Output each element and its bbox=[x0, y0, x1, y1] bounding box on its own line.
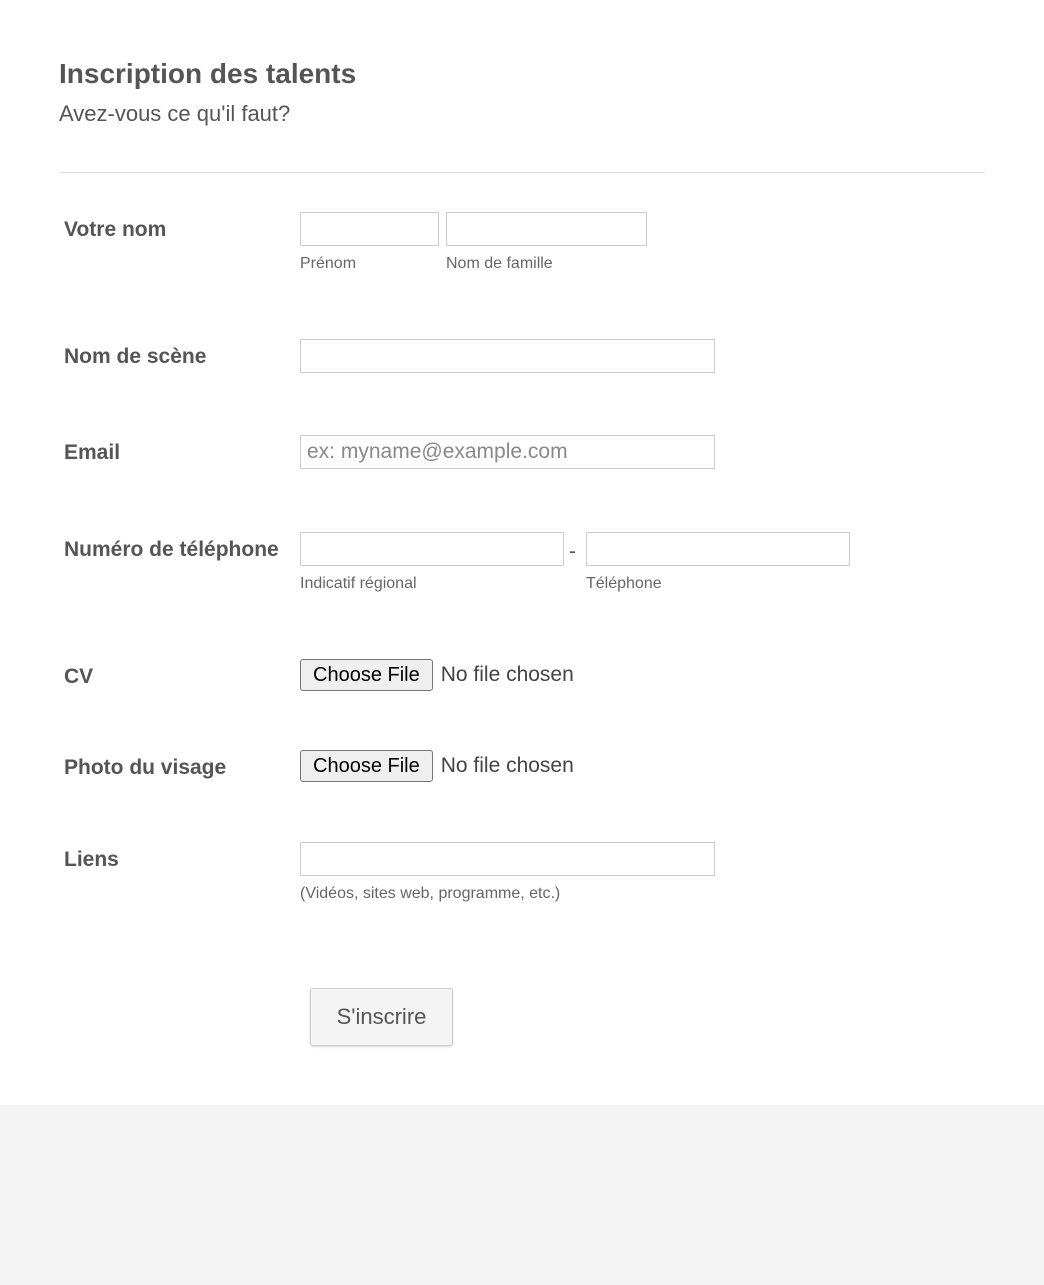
name-label: Votre nom bbox=[64, 218, 167, 241]
phone-input[interactable] bbox=[586, 532, 850, 566]
last-name-input[interactable] bbox=[446, 212, 647, 246]
links-hint: (Vidéos, sites web, programme, etc.) bbox=[300, 885, 561, 902]
cv-file-status: No file chosen bbox=[440, 663, 574, 686]
cv-label: CV bbox=[64, 665, 94, 688]
phone-separator: - bbox=[569, 540, 576, 563]
photo-file-status: No file chosen bbox=[440, 754, 574, 777]
form-title: Inscription des talents bbox=[59, 58, 357, 89]
photo-label: Photo du visage bbox=[64, 756, 227, 779]
photo-file-input bbox=[300, 750, 574, 782]
cv-choose-file-button[interactable]: Choose File bbox=[300, 659, 433, 691]
phone-label: Numéro de téléphone bbox=[64, 538, 279, 561]
divider bbox=[59, 172, 985, 173]
last-name-hint: Nom de famille bbox=[446, 255, 553, 272]
links-label: Liens bbox=[64, 848, 119, 871]
area-code-hint: Indicatif régional bbox=[300, 575, 417, 592]
email-input[interactable] bbox=[300, 435, 715, 469]
phone-hint: Téléphone bbox=[586, 575, 662, 592]
first-name-input[interactable] bbox=[300, 212, 439, 246]
cv-file-input bbox=[300, 659, 574, 691]
email-label: Email bbox=[64, 441, 121, 464]
stage-name-label: Nom de scène bbox=[64, 345, 207, 368]
form-subtitle: Avez-vous ce qu'il faut? bbox=[59, 101, 291, 126]
first-name-hint: Prénom bbox=[300, 255, 357, 272]
submit-button[interactable]: S'inscrire bbox=[310, 988, 453, 1046]
stage-name-input[interactable] bbox=[300, 339, 715, 373]
area-code-input[interactable] bbox=[300, 532, 564, 566]
photo-choose-file-button[interactable]: Choose File bbox=[300, 750, 433, 782]
links-input[interactable] bbox=[300, 842, 715, 876]
